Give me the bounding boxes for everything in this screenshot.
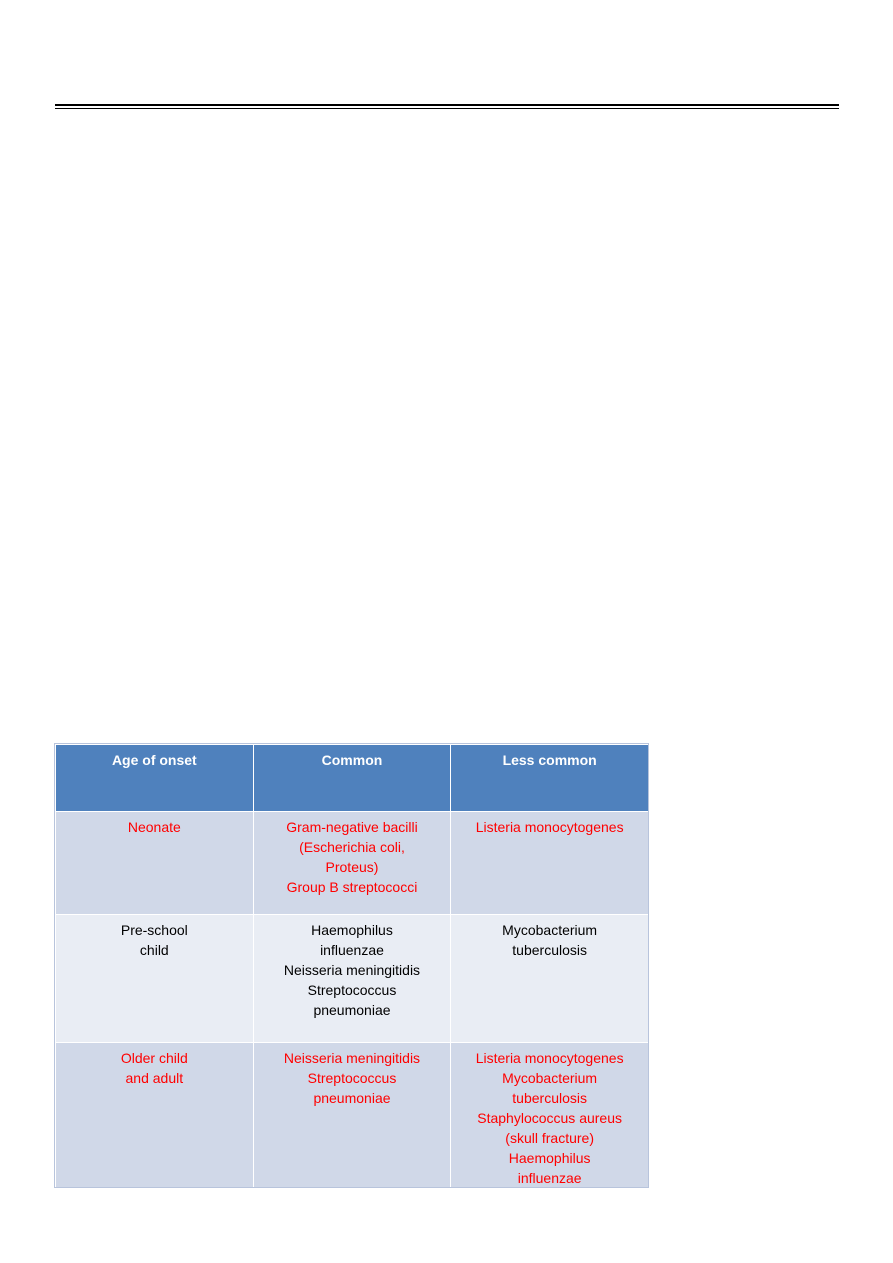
cell-less-common: Mycobacterium tuberculosis [451, 915, 649, 1043]
table-header-row [56, 745, 649, 812]
table-row-older-child-adult [56, 1043, 649, 1189]
header-common: Common [253, 745, 451, 812]
cell-age: Pre-school child [56, 915, 254, 1043]
cell-common: Gram-negative bacilli (Escherichia coli, Proteus) Group B streptococci [253, 812, 451, 915]
header-less-common: Less common [451, 745, 649, 812]
table-row-pre-school-child [56, 915, 649, 1043]
cell-common: Haemophilus influenzae Neisseria meningitidis Streptococcus pneumoniae [253, 915, 451, 1043]
header-rule [55, 104, 839, 109]
cell-less-common: Listeria monocytogenes Mycobacterium tuberculosis Staphylococcus aureus (skull fracture) Haemophilus influenzae [451, 1043, 649, 1189]
cell-less-common: Listeria monocytogenes [451, 812, 649, 915]
header-age-of-onset: Age of onset [56, 745, 254, 812]
table-row-neonate [56, 812, 649, 915]
cell-age: Neonate [56, 812, 254, 915]
cell-age: Older child and adult [56, 1043, 254, 1189]
cell-common: Neisseria meningitidis Streptococcus pneumoniae [253, 1043, 451, 1189]
organism-table [55, 744, 649, 1189]
